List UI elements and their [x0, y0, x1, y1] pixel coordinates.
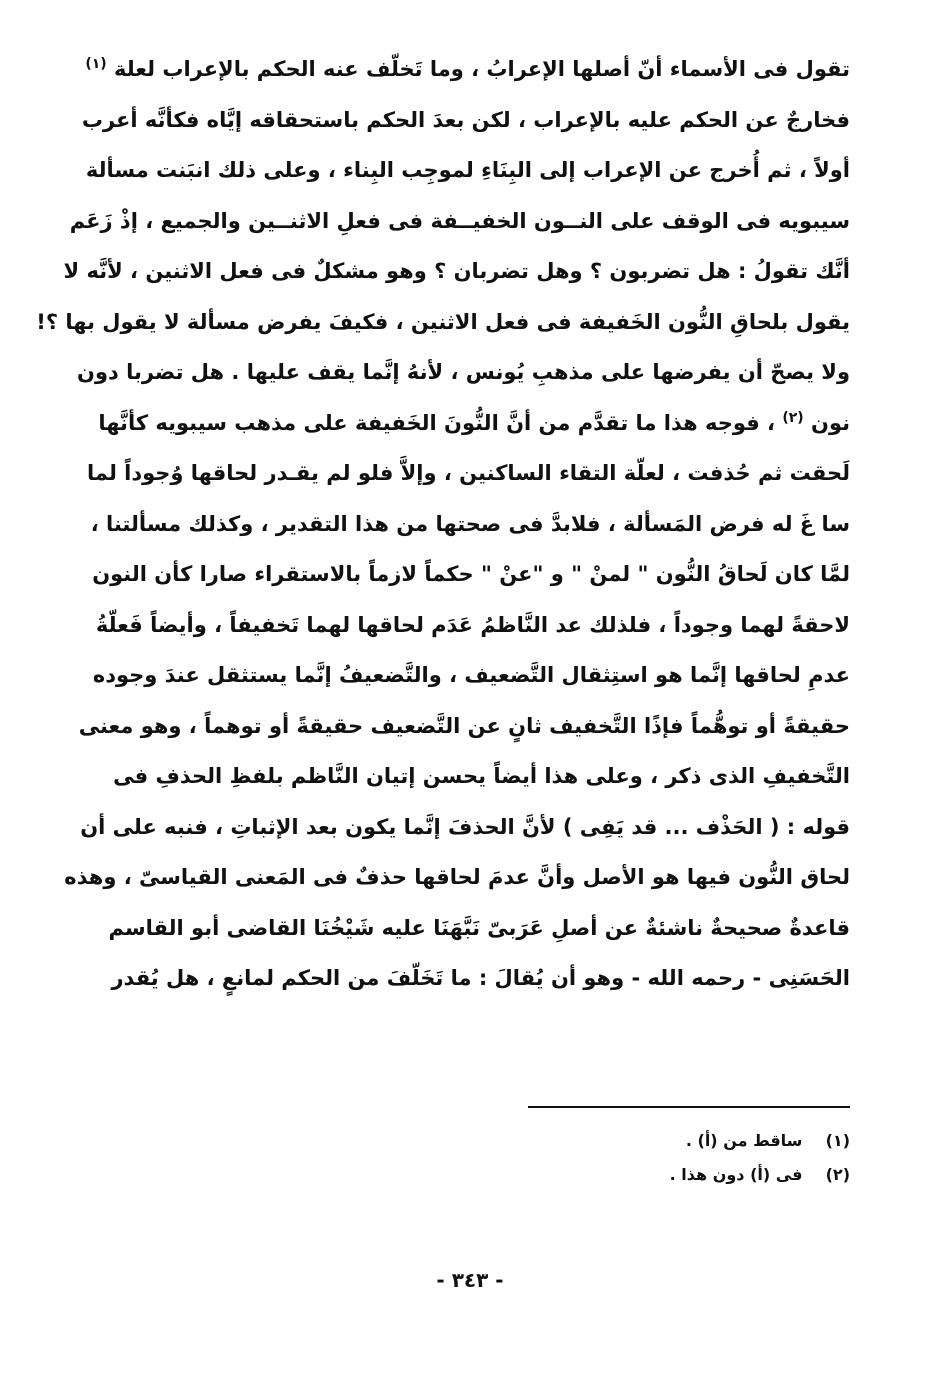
footnote-2-text: فى (أ) دون هذا . [669, 1165, 803, 1184]
text-line-16: قوله : ( الحَذْف ... قد يَفِى ) لأنَّ الحذفَ إنَّما يكون بعد الإثباتِ ، فنبه على أن [80, 814, 850, 839]
page-number: - ٣٤٣ - [436, 1268, 504, 1292]
footnote-1-number: (١) [825, 1131, 850, 1150]
text-line-6: يقول بلحاقِ النُّون الخَفيفة فى فعل الاثنين ، فكيفَ يفرض مسألة لا يقول بها ؟! [36, 309, 850, 334]
text-line-15: التَّخفيفِ الذى ذكر ، وعلى هذا أيضاً يحسن إتيان النَّاظم بلفظِ الحذفِ فى [113, 764, 850, 788]
footnote-separator [528, 1106, 850, 1108]
text-line-5: أنَّك تقولُ : هل تضربون ؟ وهل تضربان ؟ وهو مشكلٌ فى فعل الاثنين ، لأنَّه لا [63, 259, 850, 283]
text-line-9: لَحقت ثم حُذفت ، لعلّة التقاء الساكنين ، وإلاَّ فلو لم يقـدر لحاقها وُجوداً لما [86, 461, 850, 485]
footnote-ref-1[interactable]: (١) [85, 56, 107, 72]
footnote-1 [450, 1124, 850, 1158]
footnote-2 [450, 1158, 850, 1192]
text-line-8-start: نون [811, 410, 850, 435]
text-line-10: سا غَ له فرض المَسألة ، فلابدَّ فى صحتها من هذا التقدير ، وكذلك مسألتنا ، [90, 511, 850, 536]
text-line-3: أولاً ، ثم أُخرج عن الإعراب إلى البِنَاءِ لموجِب البِناء ، وعلى ذلك انبَنت مسألة [85, 158, 850, 182]
text-line-4: سيبويه فى الوقف على النــون الخفيــفة فى فعلِ الاثنــين والجميع ، إذْ زَعَم [69, 208, 850, 233]
text-line-8 [98, 398, 850, 449]
footnote-2-number: (٢) [825, 1165, 850, 1184]
text-line-7: ولا يصحّ أن يفرضها على مذهبِ يُونس ، لأنهُ إنَّما يقف عليها . هل تضربا دون [77, 360, 850, 384]
footnotes [450, 1124, 850, 1192]
text-line-1 [85, 44, 850, 95]
footnote-ref-2[interactable]: (٢) [782, 409, 804, 426]
text-line-13: عدمِ لحاقها إنَّما هو استِثقال التَّضعيف ، والتَّضعيفُ إنَّما يستثقل عندَ وجوده [92, 663, 850, 687]
text-line-18: قاعدةٌ صحيحةٌ ناشئةٌ عن أصلِ عَرَبىّ نَبَّهَنَا عليه شَيْخُنَا القاضى أبو القاسم [108, 915, 850, 940]
text-line-14: حقيقةً أو توهُّماً فإذًا التَّخفيف ثانٍ عن التَّضعيف حقيقةً أو توهماً ، وهو معنى [78, 713, 850, 738]
text-line-19: الحَسَنِى - رحمه الله - وهو أن يُقالَ : ما تَخَلّفَ من الحكم لمانعٍ ، هل يُقدر [111, 966, 850, 990]
text-line-17: لحاق النُّون فيها هو الأصل وأنَّ عدمَ لحاقها حذفٌ فى المَعنى القياسىّ ، وهذه [64, 865, 850, 889]
text-line-12: لاحقةً لهما وجوداً ، فلذلك عد النَّاظمُ عَدَم لحاقها لهما تَخفيفاً ، وأيضاً فَعلّةُ [95, 612, 850, 637]
footnote-1-text: ساقط من (أ) . [685, 1131, 803, 1150]
text-line-1-content: تقول فى الأسماء أنّ أصلها الإعرابُ ، وما تَخلّف عنه الحكم بالإعراب لعلة [113, 57, 850, 81]
main-text-block [36, 44, 850, 1004]
text-line-2: فخارجٌ عن الحكم عليه بالإعراب ، لكن بعدَ الحكم باستحقاقه إيَّاه فكأنَّه أعرب [81, 107, 850, 132]
text-line-8-content: ، فوجه هذا ما تقدَّم من أنَّ النُّونَ الخَفيفة على مذهب سيبويه كأنَّها [98, 410, 776, 435]
text-line-11: لمَّا كان لَحاقُ النُّون " لمنْ " و "عنْ " حكماً لازماً بالاستقراء صارا كأن النون [92, 562, 850, 586]
